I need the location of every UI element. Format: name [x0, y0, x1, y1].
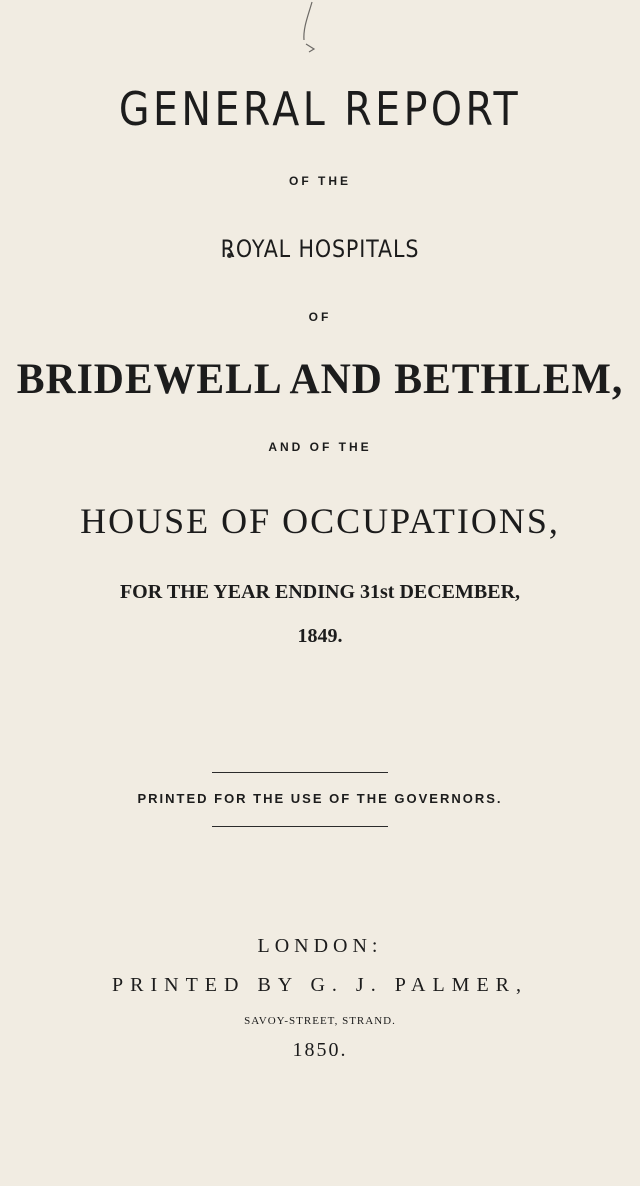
printer-line: PRINTED BY G. J. PALMER,: [112, 974, 528, 996]
divider-top: [212, 772, 388, 773]
year-line: 1849.: [297, 625, 343, 647]
printed-for-line: PRINTED FOR THE USE OF THE GOVERNORS.: [137, 791, 503, 806]
royal-hospitals-line: ROYAL HOSPITALS: [220, 235, 420, 263]
city-line: LONDON:: [257, 935, 383, 957]
publication-date: 1850.: [292, 1039, 348, 1061]
divider-bottom: [212, 826, 388, 827]
period-line: FOR THE YEAR ENDING 31st DECEMBER,: [119, 581, 521, 603]
and-of-the-line: AND OF THE: [268, 440, 372, 454]
of-the-line: OF THE: [289, 174, 351, 188]
house-of-occupations-line: HOUSE OF OCCUPATIONS,: [80, 501, 560, 541]
of-line: OF: [308, 310, 332, 324]
address-line: SAVOY-STREET, STRAND.: [244, 1015, 396, 1027]
report-title: GENERAL REPORT: [118, 82, 522, 136]
institutions-line: BRIDEWELL AND BETHLEM,: [16, 356, 624, 403]
pencil-mark-icon: [290, 0, 330, 60]
